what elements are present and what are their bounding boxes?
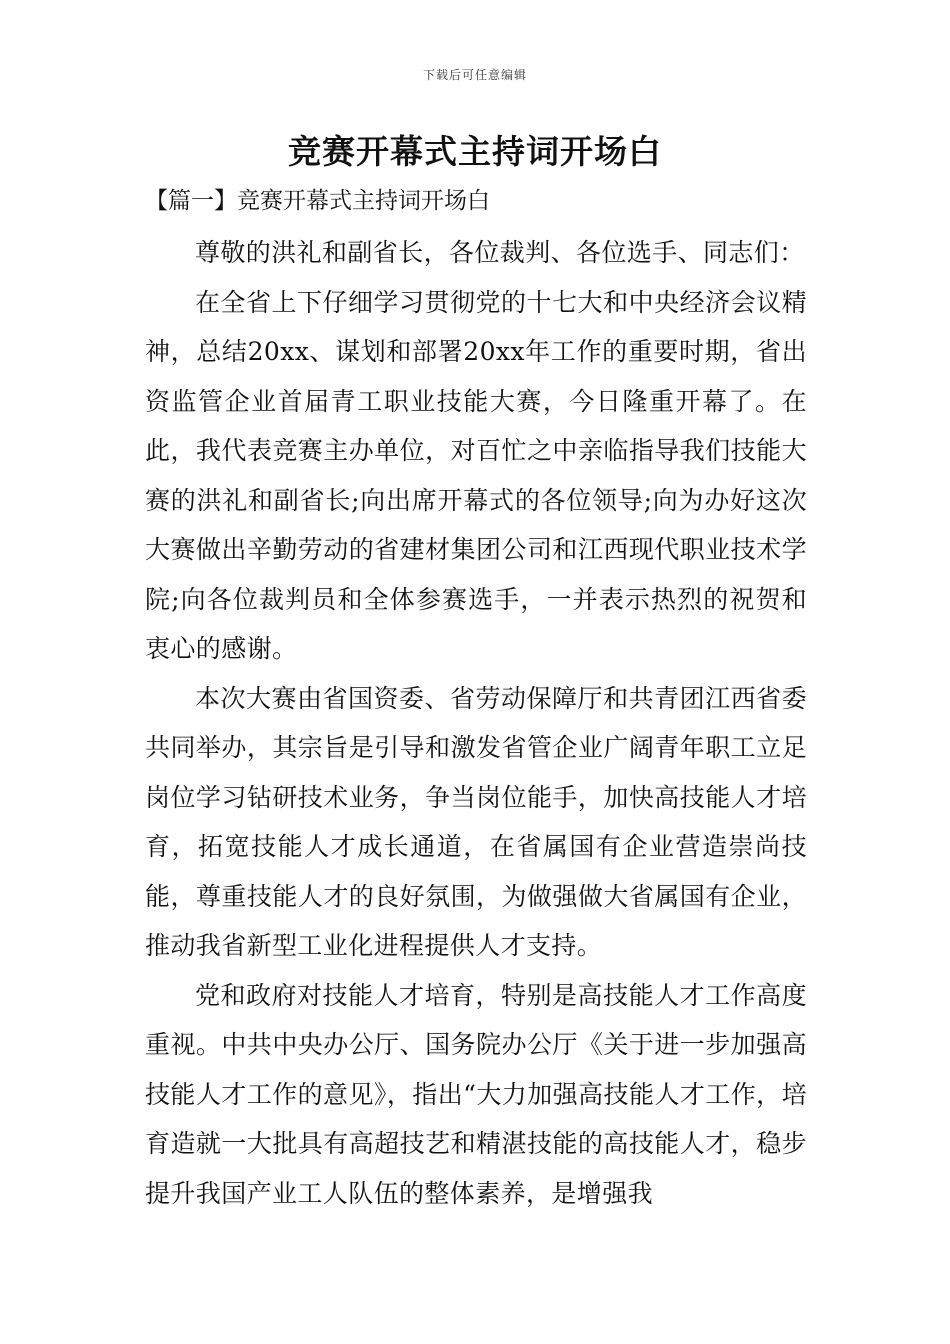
paragraph-salutation: 尊敬的洪礼和副省长，各位裁判、各位选手、同志们： [195,238,805,267]
document-title: 竞赛开幕式主持词开场白 [288,132,662,171]
paragraph-purpose: 本次大赛由省国资委、省劳动保障厅和共青团江西省委共同举办，其宗旨是引导和激发省管企业广阔青年职工立足岗位学习钻研技术业务，争当岗位能手，加快高技能人才培育，拓宽技能人才成长通道，在省属国有企业营造崇尚技能，尊重技能人才的良好氛围，为做强做大省属国有企业，推动我省新型工业化进程提供人才支持。 [145,683,807,960]
document-body [145,228,807,1218]
section-heading: 【篇一】竞赛开幕式主持词开场白 [145,188,490,214]
paragraph-opening: 在全省上下仔细学习贯彻党的十七大和中央经济会议精神，总结20xx、谋划和部署20xx年工作的重要时期，省出资监管企业首届青工职业技能大赛，今日隆重开幕了。在此，我代表竞赛主办单位，对百忙之中亲临指导我们技能大赛的洪礼和副省长;向出席开幕式的各位领导;向为办好这次大赛做出辛勤劳动的省建材集团公司和江西现代职业技术学院;向各位裁判员和全体参赛选手，一并表示热烈的祝贺和衷心的感谢。 [145,287,807,663]
paragraph-policy: 党和政府对技能人才培育，特别是高技能人才工作高度重视。中共中央办公厅、国务院办公厅《关于进一步加强高技能人才工作的意见》，指出“大力加强高技能人才工作，培育造就一大批具有高超技艺和精湛技能的高技能人才，稳步提升我国产业工人队伍的整体素养，是增强我 [145,980,807,1208]
header-note: 下载后可任意编辑 [422,68,527,82]
